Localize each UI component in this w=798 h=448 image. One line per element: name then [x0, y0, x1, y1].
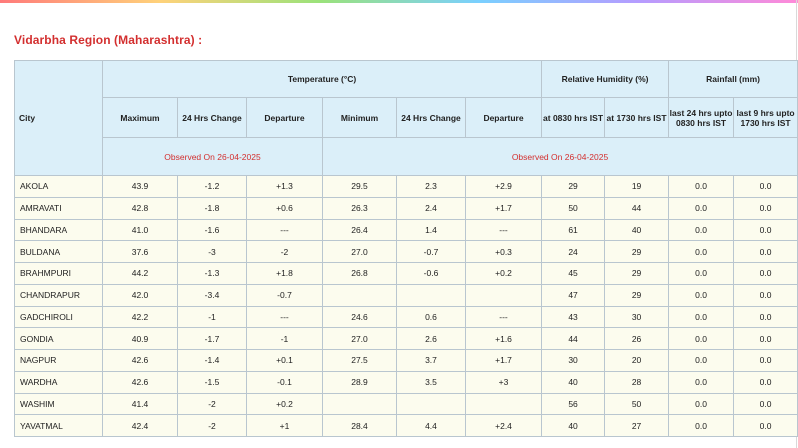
cell-rain-9: 0.0: [734, 197, 798, 219]
header-min-24hr-change: 24 Hrs Change: [397, 98, 466, 138]
cell-min-departure: ---: [466, 219, 542, 241]
cell-rh-0830: 30: [542, 350, 605, 372]
cell-min: 28.9: [323, 371, 397, 393]
cell-max: 44.2: [103, 263, 178, 285]
cell-max-change: -1.2: [178, 176, 247, 198]
cell-min-change: 2.3: [397, 176, 466, 198]
observed-date-max: Observed On 26-04-2025: [103, 138, 323, 176]
cell-max-departure: -2: [247, 241, 323, 263]
cell-rh-0830: 40: [542, 415, 605, 437]
cell-max: 37.6: [103, 241, 178, 263]
cell-min-departure: +1.7: [466, 197, 542, 219]
cell-min-departure: ---: [466, 306, 542, 328]
cell-max-change: -2: [178, 393, 247, 415]
cell-rh-1730: 50: [605, 393, 669, 415]
table-row: [15, 241, 798, 263]
cell-min-change: 3.5: [397, 371, 466, 393]
cell-max-change: -1.5: [178, 371, 247, 393]
cell-min-departure: [466, 393, 542, 415]
cell-min: 26.8: [323, 263, 397, 285]
cell-min: 27.0: [323, 241, 397, 263]
header-rainfall: Rainfall (mm): [669, 61, 798, 98]
cell-max-departure: +1.8: [247, 263, 323, 285]
cell-rain-9: 0.0: [734, 350, 798, 372]
cell-rh-0830: 24: [542, 241, 605, 263]
cell-city: GONDIA: [15, 328, 103, 350]
cell-rain-24: 0.0: [669, 371, 734, 393]
cell-rh-1730: 28: [605, 371, 669, 393]
table-body: [15, 176, 798, 437]
cell-rain-24: 0.0: [669, 284, 734, 306]
cell-max-change: -1.6: [178, 219, 247, 241]
cell-min-change: [397, 284, 466, 306]
cell-rh-0830: 29: [542, 176, 605, 198]
cell-min: 28.4: [323, 415, 397, 437]
cell-rh-1730: 44: [605, 197, 669, 219]
cell-max-departure: +0.6: [247, 197, 323, 219]
table-row: [15, 371, 798, 393]
cell-rain-24: 0.0: [669, 393, 734, 415]
cell-city: WASHIM: [15, 393, 103, 415]
header-rain-24: last 24 hrs upto 0830 hrs IST: [669, 98, 734, 138]
cell-rain-9: 0.0: [734, 284, 798, 306]
cell-max-departure: -1: [247, 328, 323, 350]
table-row: [15, 176, 798, 198]
cell-rain-24: 0.0: [669, 219, 734, 241]
cell-rh-1730: 26: [605, 328, 669, 350]
cell-rh-0830: 47: [542, 284, 605, 306]
observed-date-min: Observed On 26-04-2025: [323, 138, 798, 176]
cell-max-change: -1: [178, 306, 247, 328]
cell-min: 26.4: [323, 219, 397, 241]
cell-min: 26.3: [323, 197, 397, 219]
cell-min-change: 2.4: [397, 197, 466, 219]
cell-min-change: 2.6: [397, 328, 466, 350]
table-row: [15, 306, 798, 328]
cell-rain-9: 0.0: [734, 219, 798, 241]
cell-min-change: 1.4: [397, 219, 466, 241]
cell-min-change: -0.7: [397, 241, 466, 263]
cell-rain-9: 0.0: [734, 176, 798, 198]
cell-rh-1730: 27: [605, 415, 669, 437]
cell-rain-9: 0.0: [734, 371, 798, 393]
cell-min-change: [397, 393, 466, 415]
cell-city: YAVATMAL: [15, 415, 103, 437]
cell-rh-0830: 45: [542, 263, 605, 285]
cell-max: 41.0: [103, 219, 178, 241]
cell-city: AMRAVATI: [15, 197, 103, 219]
cell-max-change: -2: [178, 415, 247, 437]
cell-min-change: 0.6: [397, 306, 466, 328]
cell-rh-0830: 40: [542, 371, 605, 393]
cell-max-departure: +0.1: [247, 350, 323, 372]
cell-max: 42.2: [103, 306, 178, 328]
cell-max-departure: -0.7: [247, 284, 323, 306]
cell-rain-9: 0.0: [734, 263, 798, 285]
cell-city: NAGPUR: [15, 350, 103, 372]
cell-rh-0830: 61: [542, 219, 605, 241]
cell-max-change: -1.8: [178, 197, 247, 219]
table-row: [15, 284, 798, 306]
cell-rain-9: 0.0: [734, 415, 798, 437]
cell-max: 40.9: [103, 328, 178, 350]
cell-max: 42.8: [103, 197, 178, 219]
cell-rain-24: 0.0: [669, 241, 734, 263]
cell-max-departure: +1.3: [247, 176, 323, 198]
header-rh-1730: at 1730 hrs IST: [605, 98, 669, 138]
cell-rain-24: 0.0: [669, 263, 734, 285]
cell-min-departure: +1.7: [466, 350, 542, 372]
header-city: City: [15, 61, 103, 176]
cell-min-departure: +2.4: [466, 415, 542, 437]
cell-rain-9: 0.0: [734, 306, 798, 328]
cell-min: 27.0: [323, 328, 397, 350]
cell-rain-9: 0.0: [734, 241, 798, 263]
cell-city: BRAHMPURI: [15, 263, 103, 285]
cell-min: [323, 284, 397, 306]
cell-city: BULDANA: [15, 241, 103, 263]
header-max-24hr-change: 24 Hrs Change: [178, 98, 247, 138]
cell-min: 24.6: [323, 306, 397, 328]
header-rain-9: last 9 hrs upto 1730 hrs IST: [734, 98, 798, 138]
cell-rain-24: 0.0: [669, 197, 734, 219]
cell-rh-1730: 20: [605, 350, 669, 372]
cell-rain-24: 0.0: [669, 306, 734, 328]
cell-max-change: -1.3: [178, 263, 247, 285]
table-row: [15, 263, 798, 285]
cell-min-departure: +2.9: [466, 176, 542, 198]
weather-table: [14, 60, 798, 437]
header-temperature: Temperature (°C): [103, 61, 542, 98]
cell-max-departure: +1: [247, 415, 323, 437]
table-row: [15, 219, 798, 241]
cell-max: 41.4: [103, 393, 178, 415]
header-max-departure: Departure: [247, 98, 323, 138]
cell-min-departure: +0.3: [466, 241, 542, 263]
cell-max: 42.6: [103, 350, 178, 372]
cell-max-change: -1.7: [178, 328, 247, 350]
cell-rh-1730: 30: [605, 306, 669, 328]
cell-max-departure: ---: [247, 219, 323, 241]
cell-rain-9: 0.0: [734, 328, 798, 350]
cell-max-departure: +0.2: [247, 393, 323, 415]
cell-max: 42.4: [103, 415, 178, 437]
header-minimum: Minimum: [323, 98, 397, 138]
cell-min-departure: +1.6: [466, 328, 542, 350]
table-row: [15, 197, 798, 219]
cell-max: 42.0: [103, 284, 178, 306]
cell-max-change: -3.4: [178, 284, 247, 306]
header-min-departure: Departure: [466, 98, 542, 138]
cell-rh-0830: 56: [542, 393, 605, 415]
top-accent-bar: [0, 0, 798, 3]
cell-max: 43.9: [103, 176, 178, 198]
cell-min-departure: +3: [466, 371, 542, 393]
cell-max-change: -3: [178, 241, 247, 263]
table-row: [15, 415, 798, 437]
cell-max-departure: ---: [247, 306, 323, 328]
cell-city: WARDHA: [15, 371, 103, 393]
cell-min: 27.5: [323, 350, 397, 372]
cell-rain-24: 0.0: [669, 328, 734, 350]
cell-rh-0830: 50: [542, 197, 605, 219]
cell-rain-24: 0.0: [669, 350, 734, 372]
cell-min: 29.5: [323, 176, 397, 198]
cell-max: 42.6: [103, 371, 178, 393]
cell-rh-1730: 40: [605, 219, 669, 241]
header-maximum: Maximum: [103, 98, 178, 138]
table-row: [15, 350, 798, 372]
table-row: [15, 328, 798, 350]
cell-rh-1730: 29: [605, 284, 669, 306]
cell-max-change: -1.4: [178, 350, 247, 372]
cell-rh-0830: 44: [542, 328, 605, 350]
cell-min: [323, 393, 397, 415]
cell-city: AKOLA: [15, 176, 103, 198]
cell-rh-1730: 19: [605, 176, 669, 198]
cell-city: GADCHIROLI: [15, 306, 103, 328]
cell-rain-24: 0.0: [669, 415, 734, 437]
cell-rain-9: 0.0: [734, 393, 798, 415]
cell-min-change: -0.6: [397, 263, 466, 285]
header-rh-0830: at 0830 hrs IST: [542, 98, 605, 138]
header-humidity: Relative Humidity (%): [542, 61, 669, 98]
cell-rh-1730: 29: [605, 263, 669, 285]
cell-min-change: 4.4: [397, 415, 466, 437]
cell-rain-24: 0.0: [669, 176, 734, 198]
cell-city: CHANDRAPUR: [15, 284, 103, 306]
cell-min-change: 3.7: [397, 350, 466, 372]
cell-rh-1730: 29: [605, 241, 669, 263]
cell-rh-0830: 43: [542, 306, 605, 328]
cell-min-departure: [466, 284, 542, 306]
region-title: Vidarbha Region (Maharashtra) :: [14, 33, 203, 47]
table-row: [15, 393, 798, 415]
cell-city: BHANDARA: [15, 219, 103, 241]
cell-min-departure: +0.2: [466, 263, 542, 285]
cell-max-departure: -0.1: [247, 371, 323, 393]
